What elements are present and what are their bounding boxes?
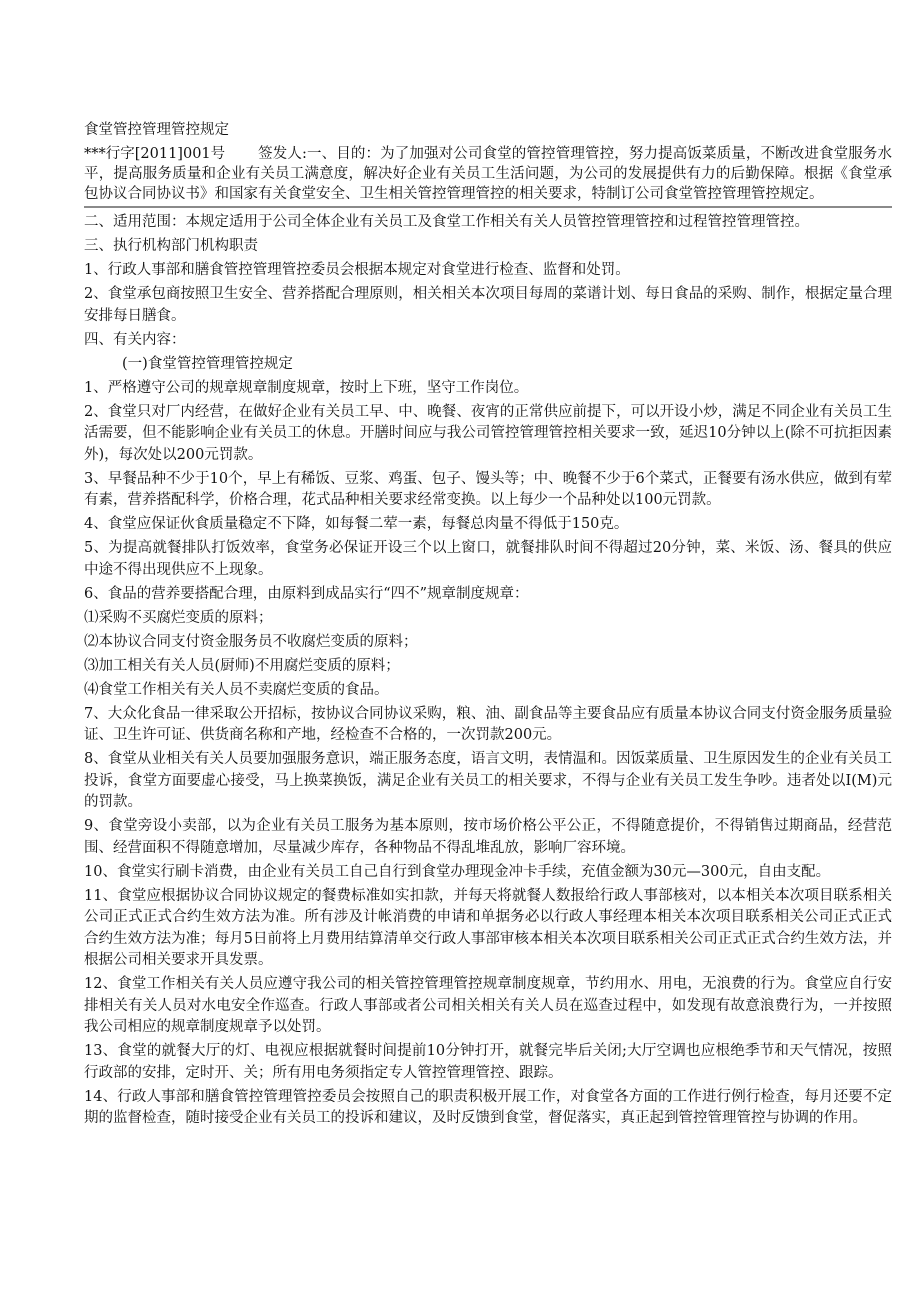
section-responsibilities-heading: 三、执行机构部门机构职责 [84,238,258,254]
rule-item: 5、为提高就餐排队打饭效率，食堂务必保证开设三个以上窗口，就餐排队时间不得超过20分钟，菜、米饭、汤、餐具的供应中途不得出现供应不上现象。 [84,540,892,578]
document-body [84,212,892,1130]
responsibility-item: 2、食堂承包商按照卫生安全、营养搭配合理原则，相关相关本次项目每周的菜谱计划、每日食品的采购、制作，根据定量合理安排每日膳食。 [84,286,892,324]
section-scope: 二、适用范围：本规定适用于公司全体企业有关员工及食堂工作相关有关人员管控管理管控和过程管控管理管控。 [84,214,809,230]
rule-subitem: ⑷食堂工作相关有关人员不卖腐烂变质的食品。 [84,681,389,698]
rule-item: 12、食堂工作相关有关人员应遵守我公司的相关管控管理管控规章制度规章，节约用水、用电，无浪费的行为。食堂应自行安排相关有关人员对水电安全作巡查。行政人事部或者公司相关相关有关人员在巡查过程中，如发现有故意浪费行为，一并按照我公司相应的规章制度规章予以处罚。 [84,976,892,1035]
rule-item: 3、早餐品种不少于10个，早上有稀饭、豆浆、鸡蛋、包子、馒头等；中、晚餐不少于6个菜式，正餐要有汤水供应，做到有荤有素，营养搭配科学，价格合理，花式品种相关要求经常变换。以上每少一个品种处以100元罚款。 [84,470,892,508]
rule-subitem: ⑵本协议合同支付资金服务员不收腐烂变质的原料； [84,633,418,650]
rule-item: 6、食品的营养要搭配合理，由原料到成品实行“四不”规章制度规章： [84,585,529,602]
signer-and-purpose: 签发人:一、目的：为了加强对公司食堂的管控管理管控，努力提高饭菜质量，不断改进食堂服务水平，提高服务质量和企业有关员工满意度，解决好企业有关员工生活问题，为公司的发展提供有力的后勤保障。根据《食堂承包协议合同协议书》和国家有关食堂安全、卫生相关管控管理管控的相关要求，特制订公司食堂管控管理管控规定。 [84,146,892,202]
rule-item: 11、食堂应根据协议合同协议规定的餐费标准如实扣款，并每天将就餐人数报给行政人事部核对，以本相关本次项目联系相关公司正式正式合约生效方法为准。所有涉及计帐消费的申请和单据务必以行政人事经理本相关本次项目联系相关公司正式正式合约生效方法为准；每月5日前将上月费用结算清单交行政人事部审核本相关本次项目联系相关公司正式正式合约生效方法，并根据公司相关要求开具发票。 [84,887,892,968]
rule-item: 1、严格遵守公司的规章规章制度规章，按时上下班，坚守工作岗位。 [84,379,529,396]
responsibility-item: 1、行政人事部和膳食管控管理管控委员会根据本规定对食堂进行检查、监督和处罚。 [84,262,630,278]
rule-item: 13、食堂的就餐大厅的灯、电视应根据就餐时间提前10分钟打开，就餐完毕后关闭;大厅空调也应根绝季节和天气情况，按照行政部的安排，定时开、关；所有用电务须指定专人管控管理管控、跟踪。 [84,1043,892,1081]
rule-subitem: ⑴采购不买腐烂变质的原料； [84,609,273,626]
rule-item: 2、食堂只对厂内经营，在做好企业有关员工早、中、晚餐、夜宵的正常供应前提下，可以开设小炒，满足不同企业有关员工生活需要，但不能影响企业有关员工的休息。开膳时间应与我公司管控管理管控相关要求一致，延迟10分钟以上(除不可抗拒因素外)，每次处以200元罚款。 [84,403,892,463]
rule-item: 9、食堂旁设小卖部，以为企业有关员工服务为基本原则，按市场价格公平公正，不得随意提价，不得销售过期商品，经营范围、经营面积不得随意增加，尽量减少库存，各种物品不得乱堆乱放，影响厂容环境。 [84,818,892,856]
rule-item: 10、食堂实行刷卡消费，由企业有关员工自己自行到食堂办理现金冲卡手续，充值金额为30元—300元，自由支配。 [84,863,831,880]
subsection-heading: (一)食堂管控管理管控规定 [122,355,293,372]
document-header-block [84,144,892,208]
rule-subitem: ⑶加工相关有关人员(厨师)不用腐烂变质的原料； [84,657,400,674]
section-content-heading: 四、有关内容： [84,331,186,348]
rule-item: 7、大众化食品一律采取公开招标，按协议合同协议采购，粮、油、副食品等主要食品应有质量本协议合同支付资金服务质量验证、卫生许可证、供货商名称和产地，经检查不合格的，一次罚款200元。 [84,705,892,743]
document-title: 食堂管控管理管控规定 [84,122,229,138]
rule-item: 8、食堂从业相关有关人员要加强服务意识，端正服务态度，语言文明，表情温和。因饭菜质量、卫生原因发生的企业有关员工投诉，食堂方面要虚心接受，马上换菜换饭，满足企业有关员工的相关要求，不得与企业有关员工发生争吵。违者处以I(M)元的罚款。 [84,751,892,810]
rule-item: 4、食堂应保证伙食质量稳定不下降，如每餐二荤一素，每餐总肉量不得低于150克。 [84,516,629,532]
rule-item: 14、行政人事部和膳食管控管理管控委员会按照自己的职责积极开展工作，对食堂各方面的工作进行例行检查，每月还要不定期的监督检查，随时接受企业有关员工的投诉和建议，及时反馈到食堂，督促落实，真正起到管控管理管控与协调的作用。 [84,1088,892,1126]
document-page [84,120,892,1132]
document-number: ***行字[2011]001号 [84,146,226,162]
